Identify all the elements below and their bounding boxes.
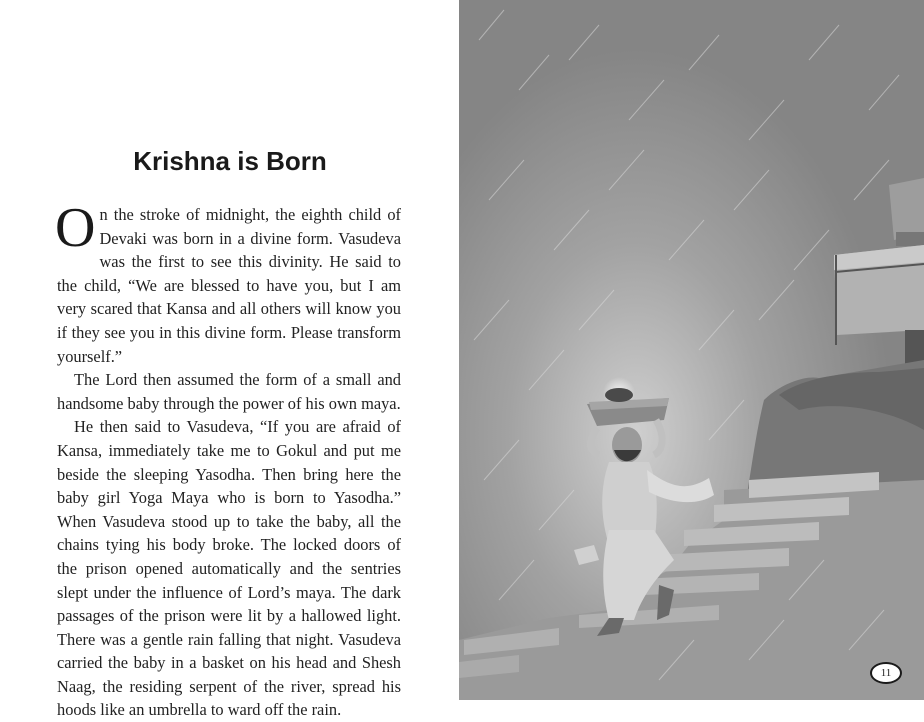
story-body: [55, 197, 401, 722]
paragraph-2: The Lord then assumed the form of a small and handsome baby through the power of his own maya.: [57, 370, 401, 413]
text-page: [0, 0, 459, 720]
drop-cap: O: [55, 197, 96, 259]
paragraph-1-text: n the stroke of midnight, the eighth child of Devaki was born in a divine form. Vasudeva was the first to see this divinity. He said to the child, “We are blessed to have you, but I am very scared that Kansa and all others will know you if they see you in this divine form. Please transform yourself.”: [57, 205, 401, 366]
chapter-title: Krishna is Born: [133, 146, 327, 176]
illustration: [459, 0, 924, 700]
page-number-badge: 11: [870, 662, 902, 684]
paragraph-1: [55, 197, 401, 368]
paragraph-3: He then said to Vasudeva, “If you are afraid of Kansa, immediately take me to Gokul and put me beside the sleeping Yasodha. Then bring here the baby girl Yoga Maya who is born to Yasodha.” When Vasudeva stood up to take the baby, all the chains tying his body broke. The locked doors of the prison opened automatically and the sentries slept under the influence of Lord’s maya. The dark passages of the prison were lit by a hallowed light. There was a gentle rain falling that night. Vasudeva carried the baby in a basket on his head and Shesh Naag, the residing serpent of the river, spread his hoods like an umbrella to ward off the rain.: [57, 417, 401, 720]
illustration-page: [459, 0, 924, 700]
